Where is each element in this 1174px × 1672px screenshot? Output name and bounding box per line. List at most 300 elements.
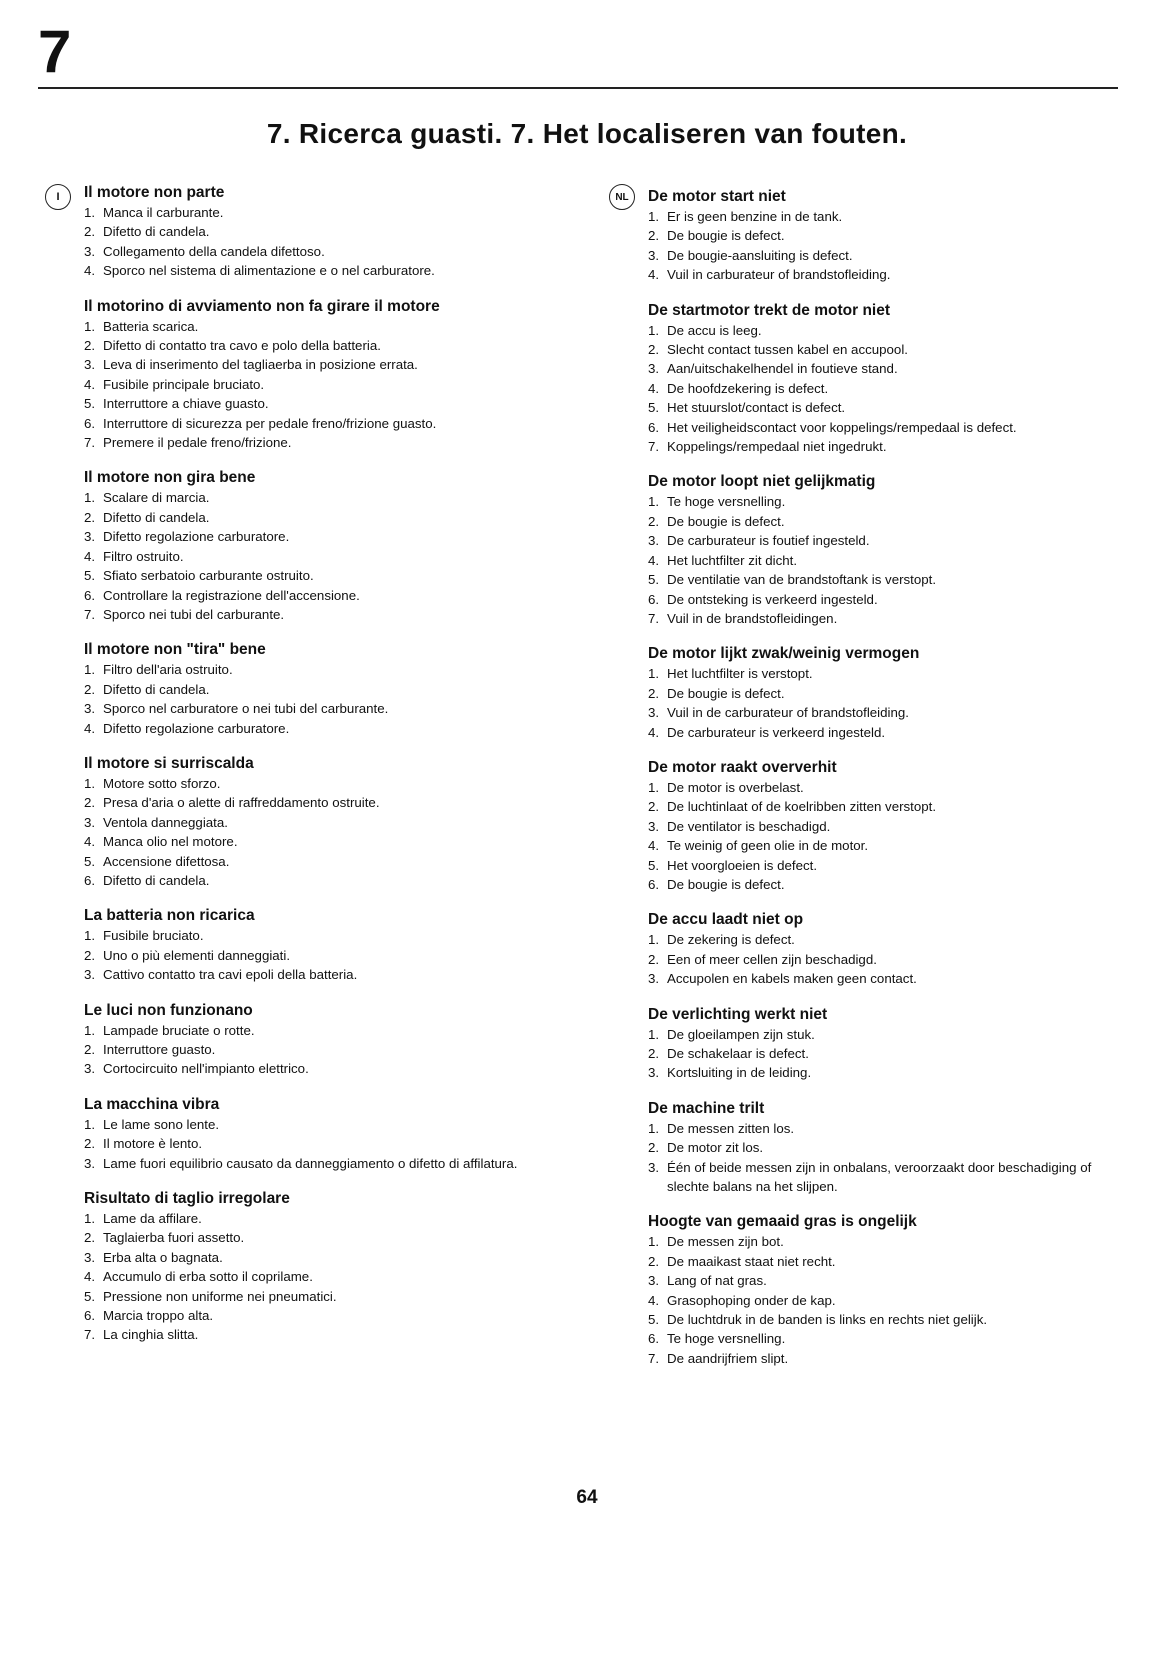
list-item [648,418,1108,437]
item-number: 1. [648,322,660,338]
item-text: De luchtdruk in de banden is links en rechts niet gelijk. [667,1312,988,1328]
item-number: 1. [648,1026,660,1042]
cause-list [84,926,544,984]
list-item [648,817,1108,836]
item-text: Pressione non uniforme nei pneumatici. [103,1288,337,1304]
item-number: 1. [84,662,96,678]
item-number: 4. [84,376,96,392]
item-number: 4. [84,1269,96,1285]
italian-column [84,182,544,1360]
list-item [648,930,1108,949]
list-item [84,222,544,241]
item-text: Cortocircuito nell'impianto elettrico. [103,1061,309,1077]
item-number: 2. [84,338,96,354]
item-text: Vuil in carburateur of brandstofleiding. [667,267,891,283]
item-number: 1. [84,205,96,220]
item-text: Te hoge versnelling. [667,1331,786,1347]
item-text: Te weinig of geen olie in de motor. [667,838,869,854]
item-text: De maaikast staat niet recht. [667,1253,836,1269]
list-item [648,359,1108,378]
list-item [84,719,544,738]
item-text: Lampade bruciate o rotte. [103,1022,255,1038]
section-title: De machine trilt [648,1099,765,1117]
list-item [84,813,544,832]
item-number: 1. [648,1120,660,1136]
section-title: Il motorino di avviamento non fa girare il motore [84,297,440,315]
item-number: 4. [648,380,660,396]
cause-list [84,203,544,281]
list-item [648,398,1108,417]
item-text: De bougie is defect. [667,228,785,244]
list-item [84,1021,544,1040]
list-item [648,492,1108,511]
list-item [84,871,544,890]
item-text: Le lame sono lente. [103,1116,220,1132]
item-number: 2. [84,1136,96,1152]
troubleshooting-section [84,182,544,281]
item-text: Controllare la registrazione dell'accensione. [103,587,360,603]
item-number: 1. [84,318,96,334]
item-number: 6. [84,587,96,603]
list-item [648,1025,1108,1044]
item-number: 1. [648,666,660,682]
item-number: 2. [84,224,96,240]
list-item [84,793,544,812]
item-text: Koppelings/rempedaal niet ingedrukt. [667,439,887,455]
item-text: De ventilator is beschadigd. [667,818,831,834]
list-item [84,926,544,945]
list-item [648,1310,1108,1329]
cause-list [84,660,544,738]
list-item [648,570,1108,589]
list-item [648,321,1108,340]
item-number: 5. [84,1288,96,1304]
troubleshooting-section [648,300,1108,457]
item-text: Difetto di candela. [103,872,210,888]
list-item [84,203,544,222]
item-number: 3. [84,1061,96,1077]
cause-list [648,930,1108,988]
section-title: Il motore non parte [84,184,225,201]
item-text: De aandrijfriem slipt. [667,1350,789,1366]
list-item [648,875,1108,894]
item-number: 3. [84,357,96,373]
cause-list [84,1021,544,1079]
cause-list [648,1232,1108,1368]
list-item [84,680,544,699]
item-text: Filtro dell'aria ostruito. [103,662,233,678]
item-text: Kortsluiting in de leiding. [667,1065,812,1081]
item-number: 2. [648,1253,660,1269]
item-text: Manca olio nel motore. [103,834,238,850]
item-text: De motor is overbelast. [667,779,804,795]
cause-list [84,1209,544,1345]
item-number: 2. [648,685,660,701]
item-text: Motore sotto sforzo. [103,775,221,791]
list-item [84,605,544,624]
item-text: Lame da affilare. [103,1211,202,1227]
section-title: De motor lijkt zwak/weinig vermogen [648,645,920,663]
item-text: Fusibile principale bruciato. [103,376,265,392]
list-item [648,590,1108,609]
item-number: 2. [648,342,660,358]
item-text: Manca il carburante. [103,205,224,220]
section-title: De motor loopt niet gelijkmatig [648,473,876,491]
item-number: 4. [648,1292,660,1308]
chapter-number: 7 [38,18,72,85]
cause-list [648,207,1108,285]
list-item [648,609,1108,628]
item-number: 3. [84,1249,96,1265]
item-number: 3. [84,1155,96,1171]
list-item [648,1271,1108,1290]
item-number: 4. [84,720,96,736]
item-number: 2. [648,1046,660,1061]
item-text: Marcia troppo alta. [103,1308,214,1324]
item-text: Het stuurslot/contact is defect. [667,400,846,416]
list-item [648,703,1108,722]
item-text: De accu is leeg. [667,322,762,338]
section-title: Risultato di taglio irregolare [84,1190,290,1208]
section-title: De motor raakt oververhit [648,758,837,776]
item-number: 3. [648,818,660,834]
list-item [84,1287,544,1306]
list-item [648,950,1108,969]
section-title: De startmotor trekt de motor niet [648,301,891,319]
list-item [84,660,544,679]
list-item [84,774,544,793]
item-text: Één of beide messen zijn in onbalans, veroorzaakt door beschadiging of slechte balans na het slijpen. [667,1159,1092,1195]
item-text: Premere il pedale freno/frizione. [103,435,292,451]
list-item [648,797,1108,816]
list-item [648,856,1108,875]
item-number: 1. [84,490,96,506]
list-item [84,586,544,605]
item-text: De bougie is defect. [667,513,785,529]
item-number: 2. [648,799,660,815]
item-text: Te hoge versnelling. [667,494,786,510]
section-title: Il motore non gira bene [84,469,256,487]
list-item [648,1119,1108,1138]
item-number: 5. [84,568,96,584]
item-text: Lame fuori equilibrio causato da danneggiamento o difetto di affilatura. [103,1155,518,1171]
list-item [84,1134,544,1153]
cause-list [648,492,1108,628]
language-badge-dutch: NL [609,184,635,210]
item-text: Difetto regolazione carburatore. [103,529,290,545]
item-number: 2. [84,509,96,525]
item-text: Het luchtfilter zit dicht. [667,552,798,568]
item-text: Het veiligheidscontact voor koppelings/rempedaal is defect. [667,419,1017,435]
item-text: Il motore è lento. [103,1136,203,1152]
troubleshooting-section [648,1211,1108,1368]
item-text: De carburateur is verkeerd ingesteld. [667,724,886,740]
list-item [648,379,1108,398]
list-item [84,965,544,984]
list-item [648,437,1108,456]
item-text: Scalare di marcia. [103,490,210,506]
section-title: Hoogte van gemaaid gras is ongelijk [648,1213,917,1231]
list-item [84,1228,544,1247]
section-title: La macchina vibra [84,1095,220,1113]
item-number: 1. [648,932,660,948]
list-item [84,355,544,374]
item-number: 5. [84,853,96,869]
list-item [648,1158,1108,1197]
item-text: La cinghia slitta. [103,1327,199,1343]
list-item [84,946,544,965]
troubleshooting-section [84,467,544,624]
cause-list [648,778,1108,894]
item-number: 7. [648,610,660,626]
list-item [84,1154,544,1173]
item-text: De bougie is defect. [667,876,785,892]
item-text: De bougie is defect. [667,685,785,701]
item-number: 2. [84,795,96,811]
item-text: Collegamento della candela difettoso. [103,243,325,259]
item-number: 6. [648,876,660,892]
list-item [84,566,544,585]
item-number: 4. [648,552,660,568]
list-item [648,226,1108,245]
cause-list [648,664,1108,742]
item-text: Vuil in de brandstofleidingen. [667,610,838,626]
item-number: 1. [84,1022,96,1038]
item-text: Het luchtfilter is verstopt. [667,666,813,682]
list-item [84,547,544,566]
troubleshooting-section [84,296,544,453]
item-number: 2. [84,1042,96,1057]
list-item [84,394,544,413]
item-number: 3. [648,1273,660,1289]
header-rule [38,87,1118,89]
list-item [84,527,544,546]
list-item [648,684,1108,703]
item-number: 3. [84,814,96,830]
item-number: 3. [84,243,96,259]
list-item [648,531,1108,550]
section-title: De accu laadt niet op [648,911,804,929]
item-number: 3. [648,1159,660,1175]
item-number: 7. [648,439,660,455]
item-number: 4. [84,548,96,564]
item-text: Fusibile bruciato. [103,928,204,944]
page-title: 7. Ricerca guasti. 7. Het localiseren van fouten. [266,118,908,149]
list-item [84,508,544,527]
item-text: De bougie-aansluiting is defect. [667,247,853,263]
item-text: De messen zijn bot. [667,1234,784,1250]
item-text: De luchtinlaat of de koelribben zitten verstopt. [667,799,937,815]
item-text: Accupolen en kabels maken geen contact. [667,971,917,987]
list-item [648,723,1108,742]
item-number: 1. [648,494,660,510]
troubleshooting-section [84,753,544,890]
item-text: De zekering is defect. [667,932,795,948]
item-text: Erba alta o bagnata. [103,1249,223,1265]
list-item [648,512,1108,531]
item-text: Een of meer cellen zijn beschadigd. [667,951,877,967]
item-number: 4. [648,267,660,283]
item-number: 3. [648,705,660,721]
item-number: 5. [84,396,96,412]
section-title: Il motore non "tira" bene [84,641,266,659]
list-item [84,1059,544,1078]
troubleshooting-section [84,1000,544,1079]
item-number: 6. [84,415,96,431]
item-number: 4. [648,724,660,740]
item-number: 3. [648,533,660,549]
item-number: 1. [84,775,96,791]
item-text: De motor zit los. [667,1140,764,1156]
item-number: 1. [84,1116,96,1132]
item-text: Grasophoping onder de kap. [667,1292,836,1308]
item-number: 1. [648,209,660,224]
item-text: Difetto regolazione carburatore. [103,720,290,736]
list-item [648,246,1108,265]
page-number: 64 [576,1487,598,1508]
list-item [84,375,544,394]
list-item [648,969,1108,988]
item-text: Difetto di candela. [103,224,210,240]
list-item [84,488,544,507]
cause-list [648,1025,1108,1083]
section-title: De verlichting werkt niet [648,1005,828,1023]
item-number: 4. [648,838,660,854]
list-item [648,1252,1108,1271]
section-title: Il motore si surriscalda [84,754,254,772]
cause-list [84,1115,544,1173]
list-item [84,261,544,280]
list-item [648,1349,1108,1368]
item-number: 1. [84,1211,96,1227]
item-number: 2. [648,513,660,529]
list-item [648,1329,1108,1348]
troubleshooting-section [648,643,1108,742]
troubleshooting-section [648,909,1108,988]
item-text: De hoofdzekering is defect. [667,380,829,396]
item-number: 7. [84,1327,96,1343]
list-item [84,1209,544,1228]
cause-list [648,321,1108,457]
item-text: Accensione difettosa. [103,853,230,869]
section-title: Le luci non funzionano [84,1001,253,1019]
item-number: 6. [648,591,660,607]
list-item [84,1306,544,1325]
troubleshooting-section [84,1188,544,1345]
item-number: 6. [84,1308,96,1324]
list-item [648,265,1108,284]
troubleshooting-section [648,186,1108,285]
item-text: Sporco nel sistema di alimentazione e o nel carburatore. [103,263,435,279]
item-number: 6. [648,1331,660,1347]
troubleshooting-section [84,905,544,984]
item-text: Accumulo di erba sotto il coprilame. [103,1269,313,1285]
item-text: Cattivo contatto tra cavi epoli della batteria. [103,967,358,983]
item-number: 2. [84,947,96,963]
list-item [84,414,544,433]
list-item [648,1044,1108,1063]
item-text: De carburateur is foutief ingesteld. [667,533,870,549]
list-item [648,207,1108,226]
list-item [648,340,1108,359]
section-title: La batteria non ricarica [84,907,255,925]
item-text: Difetto di candela. [103,509,210,525]
item-number: 5. [648,857,660,873]
list-item [648,1291,1108,1310]
item-number: 5. [648,400,660,416]
item-text: Er is geen benzine in de tank. [667,209,843,224]
item-text: Presa d'aria o alette di raffreddamento ostruite. [103,795,380,811]
item-number: 3. [84,529,96,545]
item-text: Vuil in de carburateur of brandstofleiding. [667,705,909,721]
item-number: 3. [648,1065,660,1081]
item-number: 3. [84,967,96,983]
troubleshooting-section [648,757,1108,894]
item-number: 5. [648,1312,660,1328]
troubleshooting-section [648,471,1108,628]
item-text: Sporco nei tubi del carburante. [103,606,285,622]
item-text: Aan/uitschakelhendel in foutieve stand. [667,361,898,377]
list-item [84,852,544,871]
item-number: 3. [648,247,660,263]
list-item [648,664,1108,683]
item-text: Interruttore di sicurezza per pedale freno/frizione guasto. [103,415,437,431]
item-text: Het voorgloeien is defect. [667,857,818,873]
language-badge-italian: I [45,184,71,210]
item-text: Lang of nat gras. [667,1273,767,1289]
item-number: 7. [84,435,96,451]
item-number: 2. [84,1230,96,1246]
item-text: Difetto di candela. [103,681,210,697]
item-number: 7. [648,1350,660,1366]
item-text: Sfiato serbatoio carburante ostruito. [103,568,314,584]
list-item [84,1115,544,1134]
list-item [84,1325,544,1344]
item-number: 2. [648,1140,660,1156]
item-number: 6. [84,872,96,888]
list-item [648,836,1108,855]
item-number: 2. [648,228,660,244]
item-text: De ontsteking is verkeerd ingesteld. [667,591,878,607]
item-text: Slecht contact tussen kabel en accupool. [667,342,908,358]
item-text: De messen zitten los. [667,1120,795,1136]
item-text: Batteria scarica. [103,318,199,334]
item-number: 7. [84,606,96,622]
item-number: 1. [648,1234,660,1250]
list-item [84,1040,544,1059]
item-text: Interruttore guasto. [103,1042,216,1057]
section-title: De motor start niet [648,188,786,205]
list-item [648,1063,1108,1082]
item-number: 5. [648,572,660,588]
item-number: 1. [84,928,96,944]
item-number: 4. [84,834,96,850]
item-text: De ventilatie van de brandstoftank is verstopt. [667,572,937,588]
troubleshooting-section [648,1004,1108,1083]
list-item [84,1248,544,1267]
list-item [648,778,1108,797]
list-item [84,832,544,851]
item-number: 2. [84,681,96,697]
item-text: Leva di inserimento del tagliaerba in posizione errata. [103,357,418,373]
item-text: Ventola danneggiata. [103,814,228,830]
dutch-column [648,186,1108,1383]
list-item [84,317,544,336]
list-item [648,1138,1108,1157]
item-text: Filtro ostruito. [103,548,184,564]
cause-list [84,774,544,890]
item-number: 3. [648,971,660,987]
